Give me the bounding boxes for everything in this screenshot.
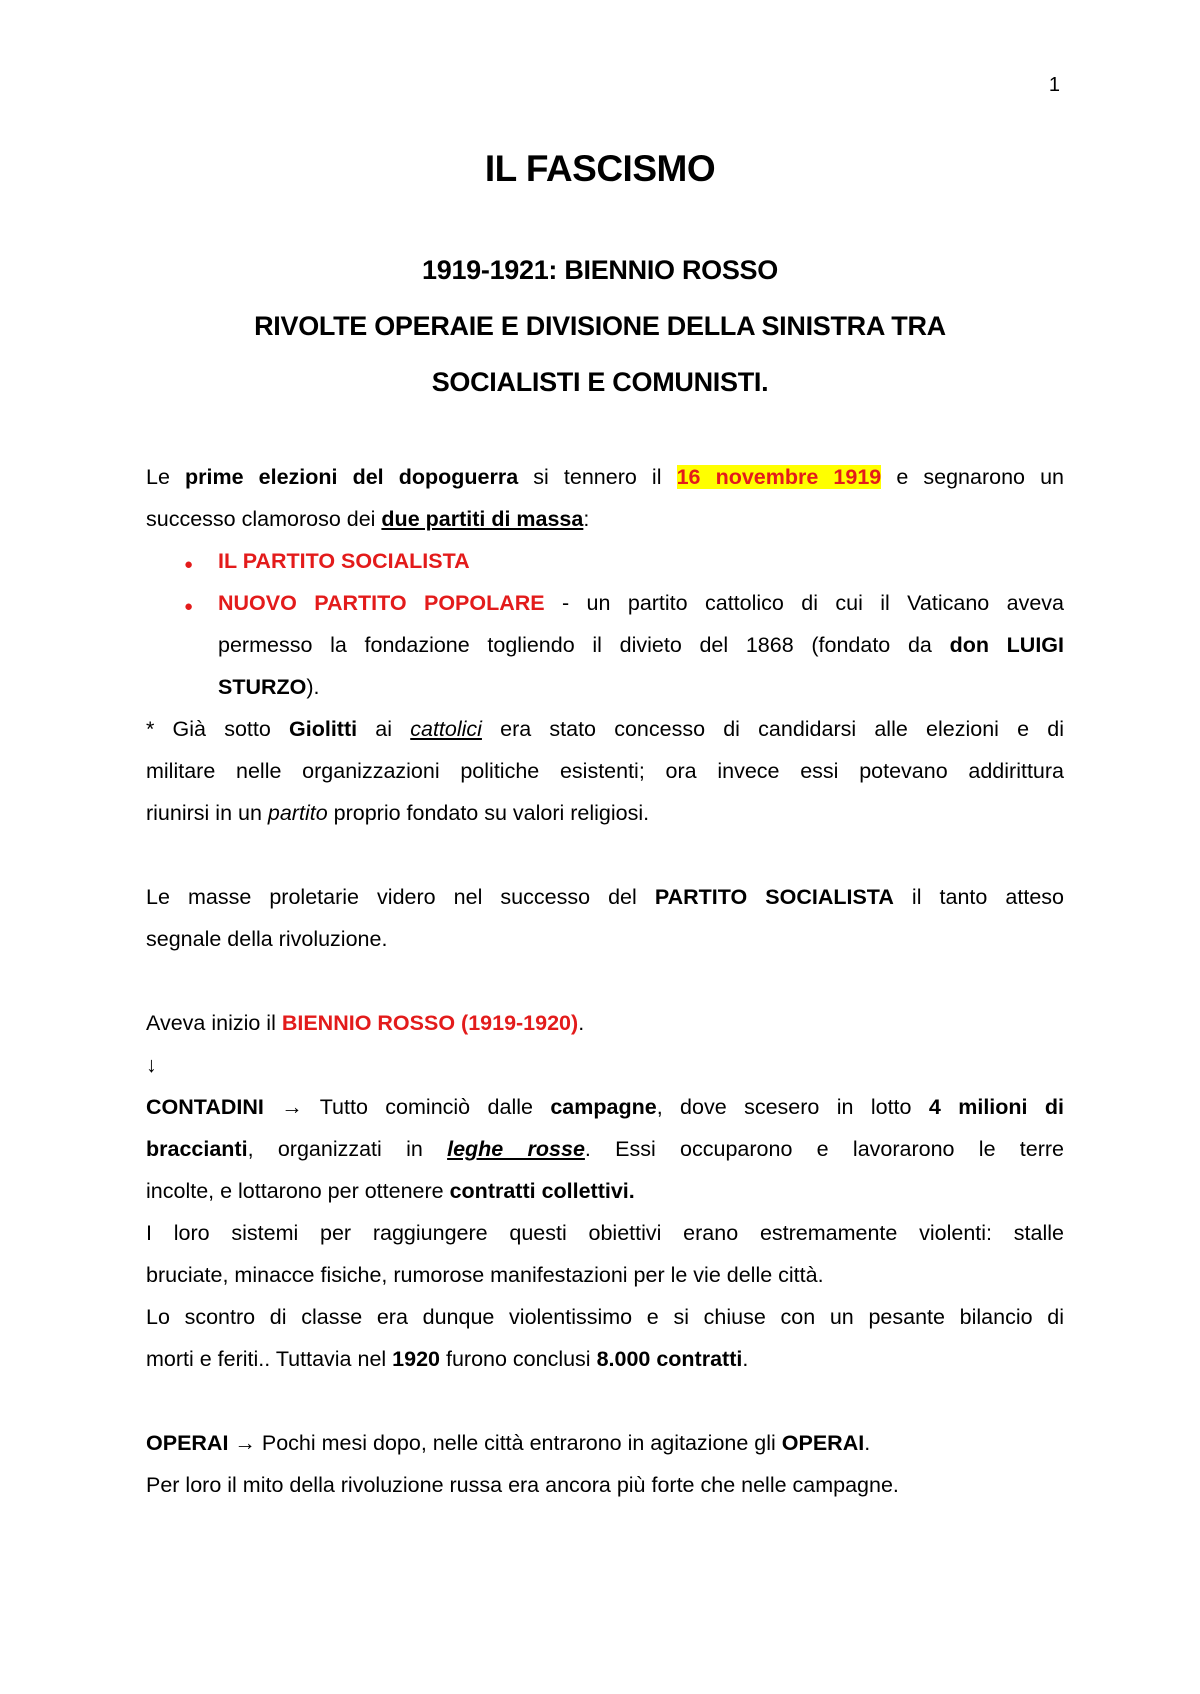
section-heading-years: 1919-1921: BIENNIO ROSSO [422, 255, 778, 285]
paragraph-elections: Le prime elezioni del dopoguerra si tennero il 16 novembre 1919 e segnarono un successo clamoroso dei due partiti di massa: [146, 465, 1064, 531]
paragraph-giolitti-note: * Già sotto Giolitti ai cattolici era stato concesso di candidarsi alle elezioni e di militare nelle organizzazioni politiche esistenti; ora invece essi potevano addirittura riunirsi in un partito proprio fondato su valori religiosi. [146, 717, 1065, 825]
bullet-item-popolare: NUOVO PARTITO POPOLARE - un partito cattolico di cui il Vaticano aveva permesso la fondazione togliendo il divieto del 1868 (fondato da don LUIGI STURZO). [218, 591, 1065, 699]
page-number: 1 [1048, 74, 1060, 96]
paragraph-biennio-rosso: Aveva inizio il BIENNIO ROSSO (1919-1920). ↓ [146, 1002, 1064, 1086]
bullet-item-socialista: IL PARTITO SOCIALISTA [218, 549, 470, 573]
paragraph-masse-proletarie: Le masse proletarie videro nel successo del PARTITO SOCIALISTA il tanto atteso segnale della rivoluzione. [146, 885, 1064, 951]
section-heading-line-2: SOCIALISTI E COMUNISTI. [431, 367, 769, 397]
section-heading-line-1: RIVOLTE OPERAIE E DIVISIONE DELLA SINISTRA TRA [254, 311, 946, 341]
paragraph-contadini: CONTADINI → Tutto cominciò dalle campagne, dove scesero in lotto 4 milioni di braccianti, organizzati in leghe rosse. Essi occuparono e lavorarono le terre incolte, e lottarono per ottenere contratti collettivi. I loro sistemi per raggiungere questi obiettivi erano estremamente violenti: stalle bruciate, minacce fisiche, rumorose manifestazioni per le vie delle città. Lo scontro di classe era dunque violentissimo e si chiuse con un pesante bilancio di morti e feriti.. Tuttavia nel 1920 furono conclusi 8.000 contratti. [146, 1095, 1065, 1371]
document-title: IL FASCISMO [484, 148, 716, 189]
highlighted-date: 16 novembre 1919 [676, 465, 882, 489]
down-arrow-icon: ↓ [146, 1053, 157, 1077]
paragraph-operai: OPERAI → Pochi mesi dopo, nelle città entrarono in agitazione gli OPERAI. Per loro il mito della rivoluzione russa era ancora più forte che nelle campagne. [146, 1431, 899, 1497]
bullet-dot-icon: ● [184, 598, 194, 615]
bullet-dot-icon: ● [184, 556, 194, 573]
